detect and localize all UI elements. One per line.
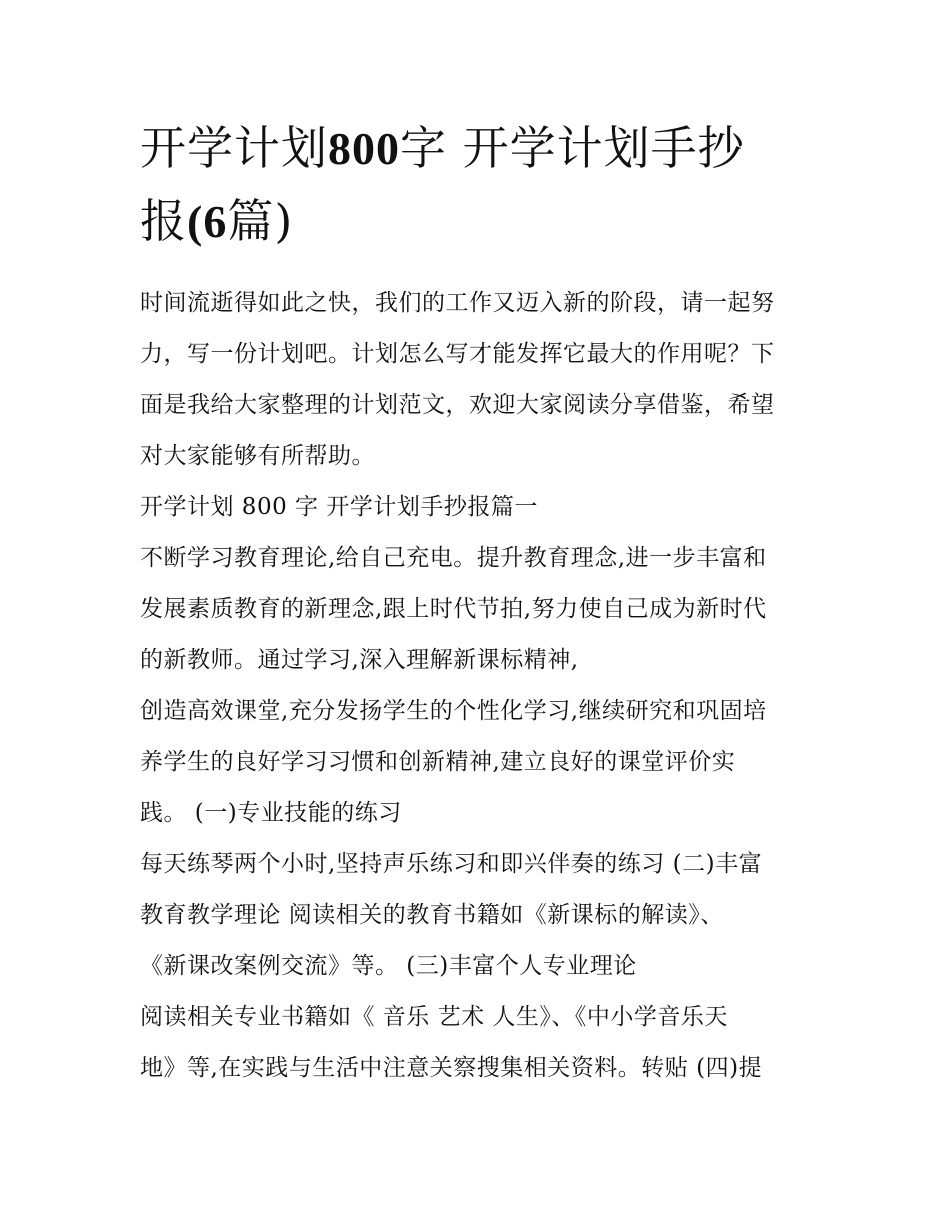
title-number: (6 [187,196,228,247]
title-number: 800 [328,123,400,174]
paragraph-line: 阅读相关专业书籍如《 音乐 艺术 人生》、《中小学音乐天 [140,1004,728,1030]
paragraph-line: 的新教师。通过学习,深入理解新课标精神, [140,647,579,673]
paragraph-line: 时间流逝得如此之快，我们的工作又迈入新的阶段，请一起努 [140,290,775,316]
paragraph-line: 发展素质教育的新理念,跟上时代节拍,努力使自己成为新时代 [140,596,767,622]
paragraph-line: 力，写一份计划吧。计划怎么写才能发挥它最大的作用呢？下 [140,341,775,367]
section-heading: 开学计划 800 字 开学计划手抄报篇一 [140,494,538,520]
paragraph-line: 地》等,在实践与生活中注意关察搜集相关资料。转贴 (四)提 [140,1055,763,1081]
paragraph-line: 养学生的良好学习习惯和创新精神,建立良好的课堂评价实 [140,749,736,775]
document-body [140,278,830,1094]
title-text: 开学计划 [140,121,328,175]
title-line-2 [140,194,293,248]
paragraph-line: 不断学习教育理论,给自己充电。提升教育理念,进一步丰富和 [140,545,767,571]
paragraph-line: 教育教学理论 阅读相关的教育书籍如《新课标的解读》、 [140,902,724,928]
paragraph-line: 《新课改案例交流》等。 (三)丰富个人专业理论 [140,953,637,979]
title-text: 篇) [227,194,294,248]
paragraph-line: 每天练琴两个小时,坚持声乐练习和即兴伴奏的练习 (二)丰富 [140,851,763,877]
paragraph-line: 创造高效课堂,充分发扬学生的个性化学习,继续研究和巩固培 [140,698,767,724]
paragraph-line: 面是我给大家整理的计划范文，欢迎大家阅读分享借鉴，希望 [140,392,775,418]
document-title [140,112,820,258]
title-text: 字 开学计划手抄 [400,121,745,175]
paragraph-line: 践。 (一)专业技能的练习 [140,800,402,826]
paragraph-line: 对大家能够有所帮助。 [140,443,375,469]
title-line-1 [140,121,745,175]
title-text: 报 [140,194,187,248]
